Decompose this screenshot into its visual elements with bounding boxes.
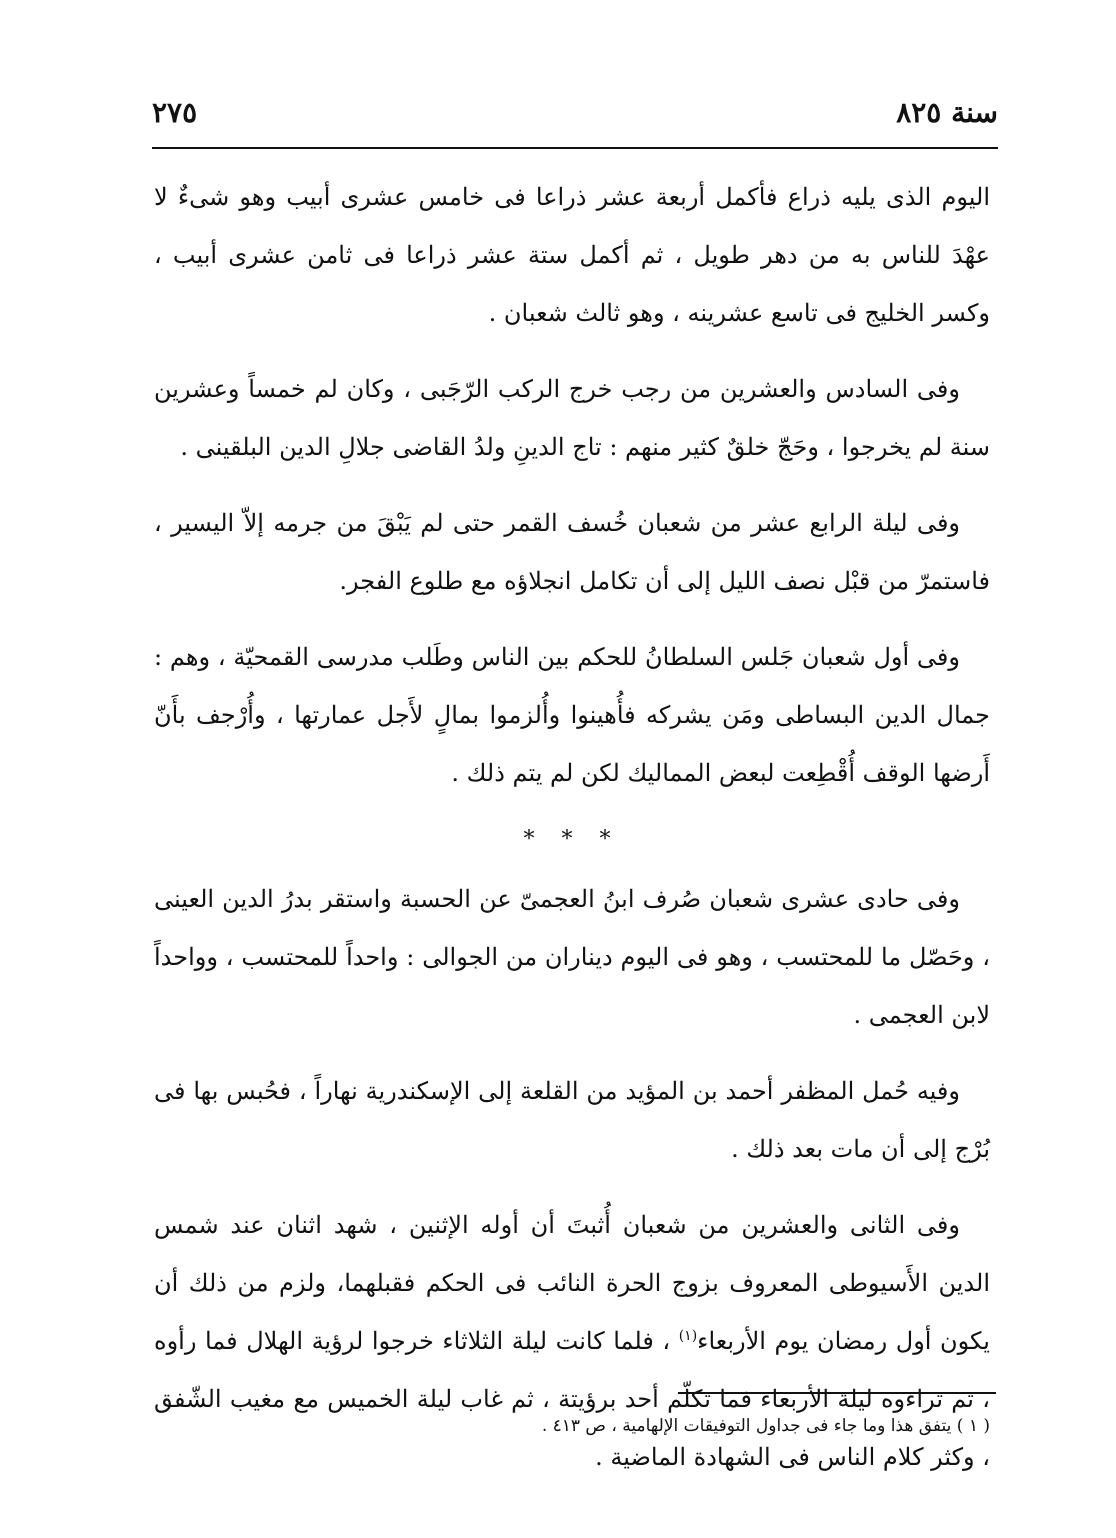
footnote: ( ١ ) يتفق هذا وما جاء فى جداول التوفيقات الإلهامية ، ص ٤١٣ . — [541, 1416, 990, 1436]
paragraph-text: ، فلما كانت ليلة الثلاثاء خرجوا لرؤية الهلال فما رأوه ، ثم تراءوه ليلة الأربعاء فما تكلّم أحد برؤيتة ، ثم غاب ليلة الخميس مع مغيب الشّفق ، وكثر كلام الناس فى الشهادة الماضية . — [154, 1327, 990, 1471]
page-number: ٢٧٥ — [152, 96, 198, 129]
running-header — [152, 96, 998, 142]
footnote-reference: (١) — [678, 1328, 698, 1344]
paragraph: وفى أول شعبان جَلس السلطانُ للحكم بين الناس وطَلب مدرسى القمحيّة ، وهم : جمال الدين البساطى ومَن يشركه فأُهينوا وأُلزموا بمالٍ لأَجل عمارتها ، وأُرْجف بأَنّ أَرضها الوقف أُقْطِعت لبعض المماليك لكن لم يتم ذلك . — [154, 643, 990, 787]
paragraph-text: وفى الثانى والعشرين من شعبان أُثبتَ أن أوله الإثنين ، شهد اثنان عند شمس الدين الأَسيوطى المعروف بزوج الحرة النائب فى الحكم فقبلهما، ولزم من ذلك أن يكون أول رمضان يوم الأربعاء — [154, 1211, 990, 1355]
footnote-rule — [678, 1392, 996, 1394]
paragraph: وفيه حُمل المظفر أحمد بن المؤيد من القلعة إلى الإسكندرية نهاراً ، فحُبس بها فى بُرْج إلى أن مات بعد ذلك . — [154, 1077, 990, 1163]
paragraph: وفى حادى عشرى شعبان صُرف ابنُ العجمىّ عن الحسبة واستقر بدرُ الدين العينى ، وحَصّل ما للمحتسب ، وهو فى اليوم ديناران من الجوالى : واحداً للمحتسب ، وواحداً لابن العجمى . — [154, 885, 990, 1029]
header-year: سنة ٨٢٥ — [896, 96, 998, 129]
paragraph: اليوم الذى يليه ذراع فأكمل أربعة عشر ذراعا فى خامس عشرى أبيب وهو شىءٌ لا عهْدَ للناس به من دهر طويل ، ثم أكمل ستة عشر ذراعا فى ثامن عشرى أبيب ، وكسر الخليج فى تاسع عشرينه ، وهو ثالث شعبان . — [154, 183, 990, 327]
header-rule — [152, 147, 998, 149]
paragraph — [154, 1196, 990, 1486]
main-text — [154, 168, 990, 1504]
paragraph: وفى السادس والعشرين من رجب خرج الركب الرّجَبى ، وكان لم خمساً وعشرين سنة لم يخرجوا ، وحَجّ خلقٌ كثير منهم : تاج الدينِ ولدُ القاضى جلالِ الدين البلقينى . — [154, 375, 990, 461]
paragraph: وفى ليلة الرابع عشر من شعبان خُسف القمر حتى لم يَبْقَ من جرمه إلاّ اليسير ، فاستمرّ من قبْل نصف الليل إلى أن تكامل انجلاؤه مع طلوع الفجر. — [154, 509, 990, 595]
section-separator: * * * — [523, 827, 621, 852]
